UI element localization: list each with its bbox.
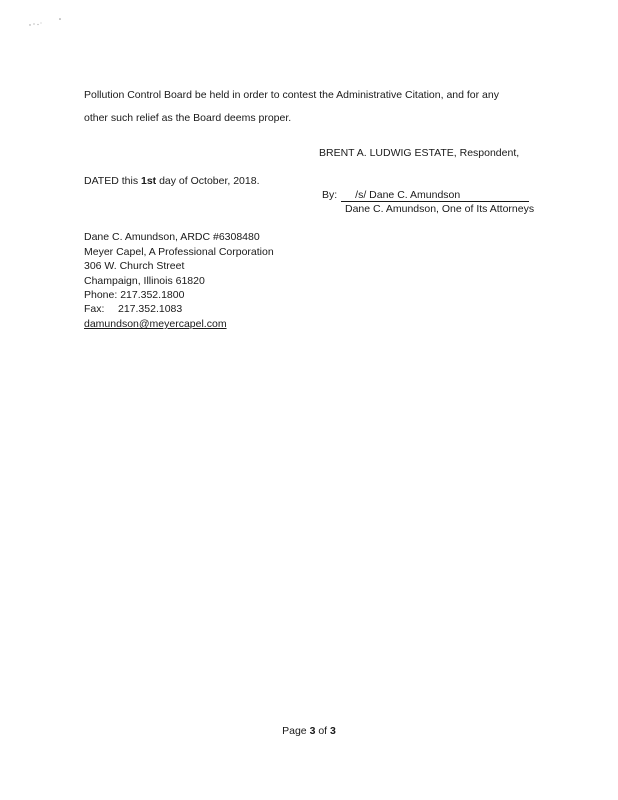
signature-line <box>322 188 529 202</box>
fax-number: 217.352.1083 <box>118 303 183 315</box>
respondent-label: BRENT A. LUDWIG ESTATE, Respondent, <box>319 147 520 159</box>
current-page-number: 3 <box>309 725 316 737</box>
phone-number: Phone: 217.352.1800 <box>84 289 185 301</box>
email-link[interactable]: damundson@meyercapel.com <box>84 318 227 330</box>
email-line <box>84 317 227 331</box>
dated-day: 1st <box>140 175 157 187</box>
dated-prefix: DATED this <box>84 175 141 187</box>
by-label: By: <box>322 189 338 201</box>
page-footer <box>0 724 618 738</box>
footer-prefix: Page <box>282 725 310 737</box>
signature-caption: Dane C. Amundson, One of Its Attorneys <box>345 203 535 215</box>
firm-name: Meyer Capel, A Professional Corporation <box>84 246 274 258</box>
street-address: 306 W. Church Street <box>84 260 185 272</box>
city-state-zip: Champaign, Illinois 61820 <box>84 275 205 287</box>
dated-line <box>84 174 260 188</box>
attorney-name: Dane C. Amundson, ARDC #6308480 <box>84 231 260 243</box>
body-text-line-1: Pollution Control Board be held in order to contest the Administrative Citation, and for any <box>84 89 499 101</box>
footer-middle: of <box>315 725 331 737</box>
body-text-line-2: other such relief as the Board deems proper. <box>84 112 292 124</box>
scan-artifact-mark <box>26 16 70 30</box>
dated-suffix: day of October, 2018. <box>156 175 260 187</box>
fax-line <box>84 302 182 316</box>
fax-label: Fax: <box>84 303 105 315</box>
signed-name: /s/ Dane C. Amundson <box>341 189 529 202</box>
total-page-count: 3 <box>330 725 336 737</box>
